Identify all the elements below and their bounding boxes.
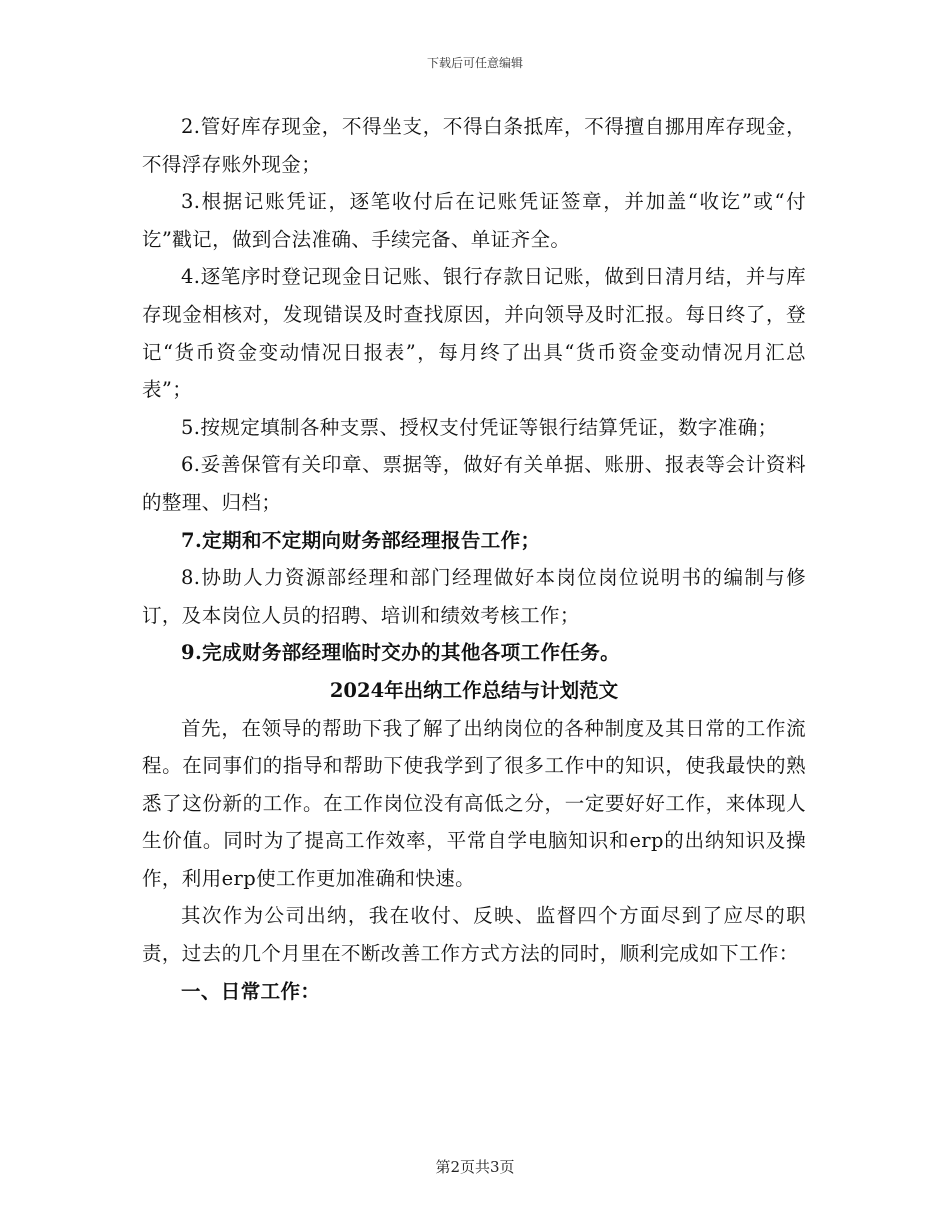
list-item: 4.逐笔序时登记现金日记账、银行存款日记账，做到日清月结，并与库存现金相核对，发现错误及时查找原因，并向领导及时汇报。每日终了，登记“货币资金变动情况日报表”，每月终了出具“货币资金变动情况月汇总表”； (142, 265, 806, 402)
document-body (142, 108, 806, 1010)
list-item: 3.根据记账凭证，逐笔收付后在记账凭证签章，并加盖“收讫”或“付讫”戳记，做到合法准确、手续完备、单证齐全。 (142, 190, 806, 251)
list-item-bold: 9.完成财务部经理临时交办的其他各项工作任务。 (181, 641, 621, 665)
subheading: 一、日常工作： (181, 979, 321, 1003)
page-number: 第2页共3页 (435, 1158, 515, 1176)
list-item: 8.协助人力资源部经理和部门经理做好本岗位岗位说明书的编制与修订，及本岗位人员的招聘、培训和绩效考核工作； (142, 566, 806, 627)
list-item: 2.管好库存现金，不得坐支，不得白条抵库，不得擅自挪用库存现金，不得浮存账外现金； (142, 115, 806, 176)
page-header-note: 下载后可任意编辑 (426, 56, 523, 70)
list-item: 6.妥善保管有关印章、票据等，做好有关单据、账册、报表等会计资料的整理、归档； (142, 453, 806, 514)
section-title: 2024年出纳工作总结与计划范文 (329, 678, 619, 702)
body-paragraph: 其次作为公司出纳，我在收付、反映、监督四个方面尽到了应尽的职责，过去的几个月里在不断改善工作方式方法的同时，顺利完成如下工作： (142, 904, 806, 966)
body-paragraph: 首先，在领导的帮助下我了解了出纳岗位的各种制度及其日常的工作流程。在同事们的指导和帮助下使我学到了很多工作中的知识，使我最快的熟悉了这份新的工作。在工作岗位没有高低之分，一定要好好工作，来体现人生价值。同时为了提高工作效率，平常自学电脑知识和erp的出纳知识及操作，利用erp使工作更加准确和快速。 (142, 716, 806, 890)
list-item: 5.按规定填制各种支票、授权支付凭证等银行结算凭证，数字准确； (181, 415, 778, 439)
list-item-bold: 7.定期和不定期向财务部经理报告工作； (181, 528, 541, 552)
